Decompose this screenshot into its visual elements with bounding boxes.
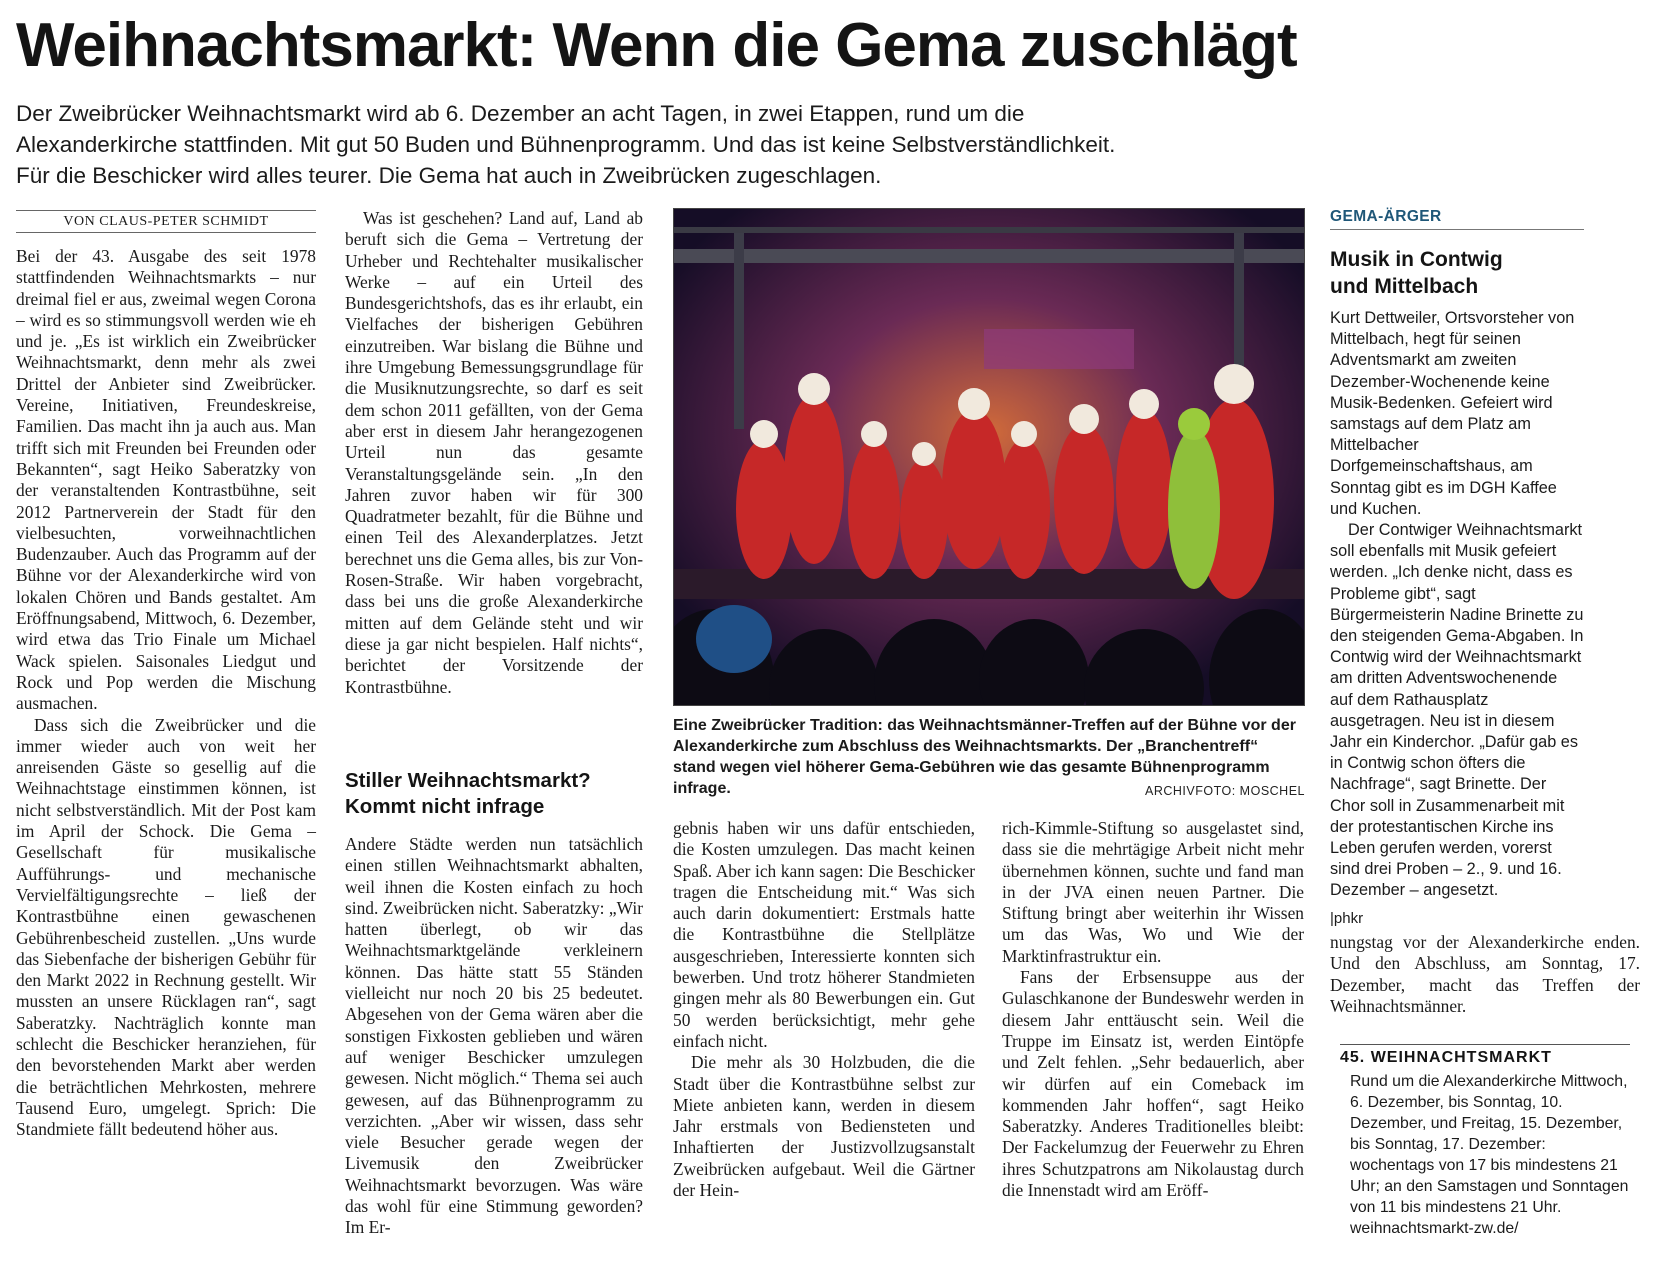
article-column-3 xyxy=(673,818,975,1201)
lede-line: Für die Beschicker wird alles teurer. Die Gema hat auch in Zweibrücken zugeschlagen. xyxy=(16,163,882,188)
sidebar-paragraph: Kurt Dettweiler, Ortsvorsteher von Mittelbach, hegt für seinen Adventsmarkt am zweiten Dezember-Wochenende keine Musik-Bedenken. Gefeiert wird samstags auf dem Platz am Mittelbacher Dorfgemeinschaftshaus, am Sonntag gibt es im DGH Kaffee und Kuchen. xyxy=(1330,309,1575,518)
article-column-5 xyxy=(1330,932,1640,1017)
sidebar-signature: |phkr xyxy=(1330,909,1364,927)
sidebar-title-line: und Mittelbach xyxy=(1330,275,1479,298)
sidebar-box xyxy=(1330,208,1584,929)
article-column-1 xyxy=(16,246,316,1140)
info-box-body: Rund um die Alexanderkirche Mittwoch, 6. Dezember, bis Sonntag, 10. Dezember, und Freitag, 15. Dezember, bis Sonntag, 17. Dezember: wochentags von 17 bis mindestens 21 Uhr; an den Samstagen und Sonntagen von 11 bis mindestens 21 Uhr. weihnachtsmarkt-zw.de/ xyxy=(1350,1073,1629,1237)
photo-caption: Eine Zweibrücker Tradition: das Weihnachtsmänner-Treffen auf der Bühne vor der Alexanderkirche zum Abschluss des Weihnachtsmarkts. Der „Branchentreff“ stand wegen viel höherer Gema-Gebühren wie das gesamte Bühnenprogramm infrage. xyxy=(673,717,1296,797)
headline: Weihnachtsmarkt: Wenn die Gema zuschlägt xyxy=(16,11,1297,80)
subheading xyxy=(345,768,635,820)
info-box xyxy=(1330,1044,1630,1239)
paragraph: gebnis haben wir uns dafür entschieden, die Kosten umzulegen. Das macht keinen Spaß. Aber ich kann sagen: Die Beschicker tragen die Entscheidung mit.“ Was sich auch darin dokumentiert: Erstmals hatte die Kontrastbühne die Stellplätze ausgeschrieben, Interessierte konnten sich bewerben. Und trotz höherer Standmieten gingen mehr als 80 Bewerbungen ein. Gut 50 werden berücksichtigt, mehr gehe einfach nicht. xyxy=(673,818,975,1051)
paragraph: Was ist geschehen? Land auf, Land ab beruft sich die Gema – Vertretung der Urheber und Rechtehalter musikalischer Werke – auf ein Urteil des Bundesgerichtshofs, das es ihr erlaubt, ein Vielfaches der bisherigen Gebühren einzutreiben. War bislang die Bühne und ihre Umgebung Bemessungsgrundlage für die Musiknutzungsrechte, so darf es seit dem schon 2011 gefällten, von der Gema aber erst in diesem Jahr herangezogenen Urteil nun das gesamte Veranstaltungsgelände sein. „In den Jahren zuvor haben wir für 300 Quadratmeter bezahlt, für die Bühne und einen Teil des Alexanderplatzes. Jetzt berechnet uns die Gema alles, bis zur Von-Rosen-Straße. Wir haben vorgebracht, dass bei uns die große Alexanderkirche mitten auf dem Gelände steht und wir diese ja gar nicht bespielen. Half nichts“, berichtet der Vorsitzende der Kontrastbühne. xyxy=(345,208,643,697)
paragraph: Fans der Erbsensuppe aus der Gulaschkanone der Bundeswehr werden in diesem Jahr enttäuscht sein. Weil die Truppe im Einsatz ist, werden Eintöpfe und Zelt fehlen. „Sehr bedauerlich, aber wir dürfen auf ein Comeback im kommenden Jahr hoffen“, sagt Heiko Saberatzky. Anderes Traditionelles bleibt: Der Fackelumzug der Feuerwehr zu Ehren ihres Schutzpatrons am Nikolaustag durch die Innenstadt wird am Eröff- xyxy=(1002,967,1304,1201)
paragraph: Andere Städte werden nun tatsächlich einen stillen Weihnachtsmarkt abhalten, weil ihnen die Kosten einfach zu hoch sind. Zweibrücken nicht. Saberatzky: „Wir hatten überlegt, ob wir das Weihnachtsmarktgelände verkleinern können. Das hätte statt 55 Ständen vielleicht nur noch 20 bis 25 bedeutet. Abgesehen von der Gema wären aber die sonstigen Fixkosten geblieben und wären auf weniger Beschicker umzulegen gewesen. Nicht möglich.“ Thema sei auch gewesen, auf das Bühnenprogramm zu verzichten. „Aber wir wissen, dass sehr viele Besucher gerade wegen der Livemusik den Zweibrücker Weihnachtsmarkt bevorzugen. Was wäre das wohl für eine Stimmung geworden? Im Er- xyxy=(345,834,643,1238)
article-photo xyxy=(673,208,1305,706)
subheading-line: Kommt nicht infrage xyxy=(345,795,545,818)
paragraph: rich-Kimmle-Stiftung so ausgelastet sind, dass sie die mehrtägige Arbeit nicht mehr übernehmen können, suchte und fand man in der JVA einen neuen Partner. Die Stiftung bringt aber weiterhin ihr Wissen um das Was, Wo und Wie der Marktinfrastruktur ein. xyxy=(1002,818,1304,966)
subheading-line: Stiller Weihnachtsmarkt? xyxy=(345,769,591,792)
paragraph: Dass sich die Zweibrücker und die immer wieder auch von weit her anreisenden Gäste so gesellig auf die Weihnachtstage einstimmen können, ist nicht selbstverständlich. Mit der Post kam im April der Schock. Die Gema – Gesellschaft für musikalische Aufführungs- und mechanische Vervielfältigungsrechte – ließ der Kontrastbühne einen gewaschenen Gebührenbescheid zustellen. „Uns wurde das Siebenfache der bisherigen Gebühr für den Markt 2022 in Rechnung gestellt. Wir mussten an unsere Rücklagen ran“, sagt Saberatzky. Nachträglich konnte man schlecht die Beschicker heranziehen, für den bevorstehenden Markt aber werden die beträchtlichen Mehrkosten, mehrere Tausend Euro, umgelegt. Sprich: Die Standmiete fällt bedeutend höher aus. xyxy=(16,714,316,1140)
sidebar-body xyxy=(1330,308,1584,929)
paragraph: nungstag vor der Alexanderkirche enden. Und den Abschluss, am Sonntag, 17. Dezember, macht das Treffen der Weihnachtsmänner. xyxy=(1330,932,1640,1016)
santa-gathering-photo xyxy=(674,209,1304,705)
byline: VON CLAUS-PETER SCHMIDT xyxy=(16,210,316,233)
photo-credit: ARCHIVFOTO: MOSCHEL xyxy=(1145,784,1305,798)
article-column-2-bottom xyxy=(345,834,643,1239)
sidebar-title xyxy=(1330,246,1584,300)
sidebar-kicker: GEMA-ÄRGER xyxy=(1330,208,1584,230)
info-box-title: 45. WEIHNACHTSMARKT xyxy=(1340,1044,1630,1067)
paragraph: Bei der 43. Ausgabe des seit 1978 stattfindenden Weihnachtsmarkts – nur dreimal fiel er aus, zweimal wegen Corona – wird es so stimmungsvoll werden wie eh und je. „Es ist wirklich ein Zweibrücker Weihnachtsmarkt, denn mehr als zwei Drittel der Anbieter sind Zweibrücker. Vereine, Initiativen, Freundeskreise, Familien. Das macht ihn ja auch aus. Man trifft sich mit Freunden bei Freunden oder Bekannten“, sagt Heiko Saberatzky von der veranstaltenden Kontrastbühne, seit 2012 Partnerverein der Stadt für den vielbesuchten, vorweihnachtlichen Budenzauber. Auch das Programm auf der Bühne vor der Alexanderkirche wird von lokalen Chören und Bands gestaltet. Am Eröffnungsabend, Mittwoch, 6. Dezember, wird etwa das Trio Finale um Michael Wack spielen. Saisonales Liedgut und Rock und Pop werden die Mischung ausmachen. xyxy=(16,246,316,714)
paragraph: Die mehr als 30 Holzbuden, die die Stadt über die Kontrastbühne selbst zur Miete anbieten kann, werden in diesem Jahr erstmals von Bediensteten und Inhaftierten der Justizvollzugsanstalt Zweibrücken aufgebaut. Weil die Gärtner der Hein- xyxy=(673,1052,975,1201)
article-column-2-top xyxy=(345,208,643,698)
sidebar-title-line: Musik in Contwig xyxy=(1330,248,1503,271)
lede xyxy=(16,98,1296,191)
lede-line: Der Zweibrücker Weihnachtsmarkt wird ab 6. Dezember an acht Tagen, in zwei Etappen, rund um die xyxy=(16,101,1025,126)
lede-line: Alexanderkirche stattfinden. Mit gut 50 Buden und Bühnenprogramm. Und das ist keine Selbstverständlichkeit. xyxy=(16,132,1116,157)
article-column-4 xyxy=(1002,818,1304,1201)
sidebar-paragraph: Der Contwiger Weihnachtsmarkt soll ebenfalls mit Musik gefeiert werden. „Ich denke nicht, dass es Probleme gibt“, sagt Bürgermeisterin Nadine Brinette zu den steigenden Gema-Abgaben. In Contwig wird der Weihnachtsmarkt am dritten Adventswochenende auf dem Rathausplatz ausgetragen. Neu ist in diesem Jahr ein Kinderchor. „Dafür gab es in Contwig schon öfters die Nachfrage“, sagt Brinette. Der Chor soll in Zusammenarbeit mit der protestantischen Kirche ins Leben gerufen werden, vorerst sind drei Proben – 2., 9. und 16. Dezember – angesetzt. xyxy=(1330,521,1584,900)
